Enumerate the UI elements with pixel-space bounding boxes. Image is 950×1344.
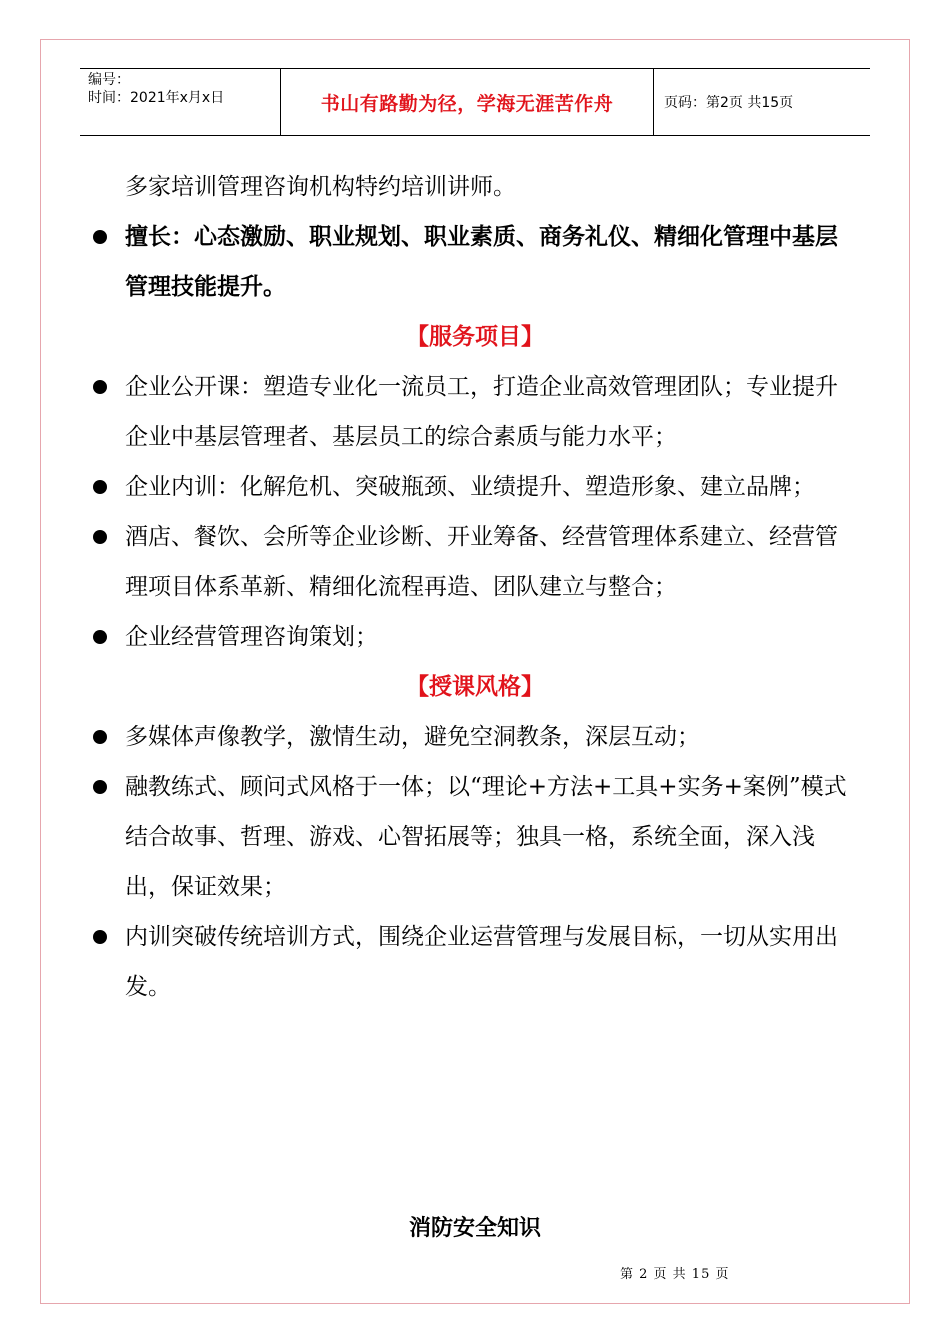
bullet-icon	[93, 480, 107, 494]
page-footer: 第 2 页 共 15 页	[620, 1267, 730, 1282]
bullet-icon	[93, 630, 107, 644]
bullet-icon	[93, 230, 107, 244]
list-item	[90, 762, 860, 912]
date-label: 时间：2021年x月x日	[88, 90, 225, 106]
list-item	[90, 512, 860, 612]
bullet-icon	[93, 530, 107, 544]
style-text: 融教练式、顾问式风格于一体；以“理论+方法+工具+实务+案例”模式结合故事、哲理、游戏、心智拓展等；独具一格，系统全面，深入浅出，保证效果；	[125, 774, 847, 900]
style-text: 内训突破传统培训方式，围绕企业运营管理与发展目标，一切从实用出发。	[125, 924, 838, 1000]
list-item	[90, 612, 860, 662]
service-text: 企业公开课：塑造专业化一流员工，打造企业高效管理团队；专业提升企业中基层管理者、基层员工的综合素质与能力水平；	[125, 374, 838, 450]
service-text: 企业内训：化解危机、突破瓶颈、业绩提升、塑造形象、建立品牌；	[125, 474, 815, 500]
document-header	[80, 68, 870, 136]
bullet-icon	[93, 380, 107, 394]
header-page-info: 页码：第2页 共15页	[664, 95, 794, 111]
bullet-icon	[93, 930, 107, 944]
list-item	[90, 462, 860, 512]
style-heading: 【授课风格】	[406, 674, 544, 700]
list-item	[90, 912, 860, 1012]
specialty-item	[90, 212, 860, 312]
bullet-icon	[93, 780, 107, 794]
header-left-cell	[80, 69, 281, 135]
continuation-text: 多家培训管理咨询机构特约培训讲师。	[125, 174, 516, 200]
specialty-text: 擅长：心态激励、职业规划、职业素质、商务礼仪、精细化管理中基层管理技能提升。	[125, 224, 838, 300]
service-text: 酒店、餐饮、会所等企业诊断、开业筹备、经营管理体系建立、经营管理项目体系革新、精细化流程再造、团队建立与整合；	[125, 524, 838, 600]
list-item	[90, 712, 860, 762]
number-label: 编号：	[88, 72, 130, 88]
bullet-icon	[93, 730, 107, 744]
style-text: 多媒体声像教学，激情生动，避免空洞教条，深层互动；	[125, 724, 700, 750]
section-title: 消防安全知识	[408, 1216, 541, 1241]
document-body	[90, 162, 860, 1012]
header-motto: 书山有路勤为径，学海无涯苦作舟	[281, 69, 654, 135]
list-item	[90, 362, 860, 462]
service-text: 企业经营管理咨询策划；	[125, 624, 378, 650]
services-heading: 【服务项目】	[406, 324, 544, 350]
